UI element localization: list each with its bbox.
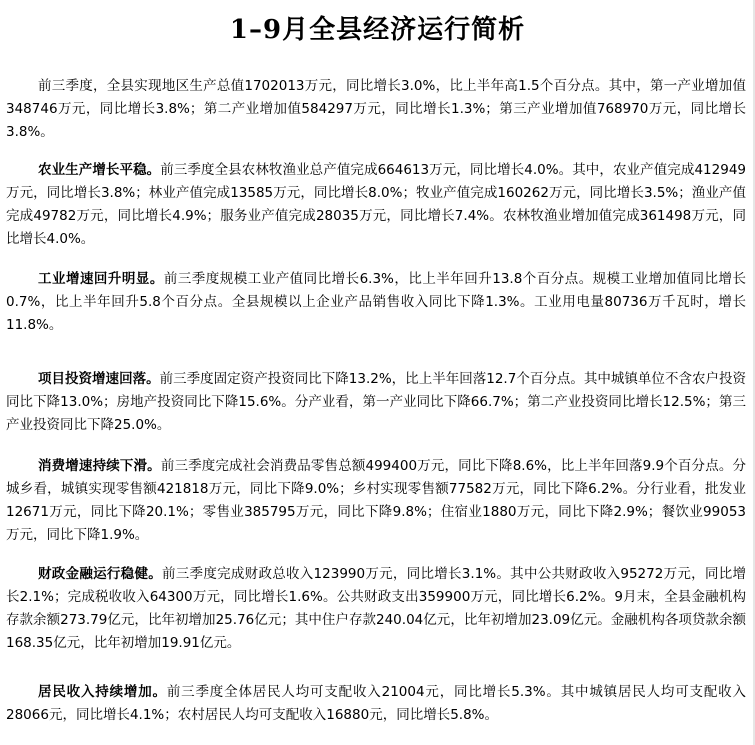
paragraph-text: 前三季度固定资产投资同比下降13.2%，比上半年回落12.7个百分点。其中城镇单位不含农户投资同比下降13.0%；房地产投资同比下降15.6%。分产业看，第一产业同比下降66.7%；第二产业投资同比增长12.5%；第三产业投资同比下降25.0%。 xyxy=(6,371,746,433)
paragraph-heading: 财政金融运行稳健。 xyxy=(38,566,162,582)
paragraph-text: 前三季度完成社会消费品零售总额499400万元，同比下降8.6%，比上半年回落9.9个百分点。分城乡看，城镇实现零售额421818万元，同比下降9.0%；乡村实现零售额77582万元，同比下降6.2%。分行业看，批发业12671万元，同比下降20.1%；零售业385795万元，同比下降9.8%；住宿业1880万元，同比下降2.9%；餐饮业99053万元，同比下降1.9%。 xyxy=(6,458,746,543)
paragraph-heading: 项目投资增速回落。 xyxy=(38,371,160,387)
paragraph-industry xyxy=(6,268,746,337)
paragraph-consumption xyxy=(6,455,746,547)
paragraph-investment xyxy=(6,368,746,437)
document-title: 1–9月全县经济运行简析 xyxy=(229,15,526,45)
paragraph-finance xyxy=(6,563,746,655)
paragraph-heading: 消费增速持续下滑。 xyxy=(38,458,161,474)
paragraph-heading: 居民收入持续增加。 xyxy=(38,684,167,700)
paragraph-income xyxy=(6,681,746,727)
paragraph-gdp-overview xyxy=(6,75,746,144)
paragraph-text: 前三季度，全县实现地区生产总值1702013万元，同比增长3.0%，比上半年高1.5个百分点。其中，第一产业增加值348746万元，同比增长3.8%；第二产业增加值584297万元，同比增长1.3%；第三产业增加值768970万元，同比增长3.8%。 xyxy=(6,78,746,140)
paragraph-agriculture xyxy=(6,159,746,251)
paragraph-text: 前三季度全县农林牧渔业总产值完成664613万元，同比增长4.0%。其中，农业产值完成412949万元，同比增长3.8%；林业产值完成13585万元，同比增长8.0%；牧业产值完成160262万元，同比增长3.5%；渔业产值完成49782万元，同比增长4.9%；服务业产值完成28035万元，同比增长7.4%。农林牧渔业增加值完成361498万元，同比增长4.0%。 xyxy=(6,162,746,247)
paragraph-text: 前三季度全体居民人均可支配收入21004元，同比增长5.3%。其中城镇居民人均可支配收入28066元，同比增长4.1%；农村居民人均可支配收入16880元，同比增长5.8%。 xyxy=(6,684,747,723)
paragraph-heading: 农业生产增长平稳。 xyxy=(38,162,161,178)
paragraph-text: 前三季度完成财政总收入123990万元，同比增长3.1%。其中公共财政收入95272万元，同比增长2.1%；完成税收收入64300万元，同比增长1.6%。公共财政支出359900万元，同比增长6.2%。9月末，全县金融机构存款余额273.79亿元，比年初增加25.76亿元；其中住户存款240.04亿元，比年初增加23.09亿元。金融机构各项贷款余额168.35亿元，比年初增加19.91亿元。 xyxy=(6,566,746,651)
paragraph-heading: 工业增速回升明显。 xyxy=(38,271,164,287)
paragraph-text: 前三季度规模工业产值同比增长6.3%，比上半年回升13.8个百分点。规模工业增加值同比增长0.7%，比上半年回升5.8个百分点。全县规模以上企业产品销售收入同比下降1.3%。工业用电量80736万千瓦时，增长11.8%。 xyxy=(6,271,747,333)
